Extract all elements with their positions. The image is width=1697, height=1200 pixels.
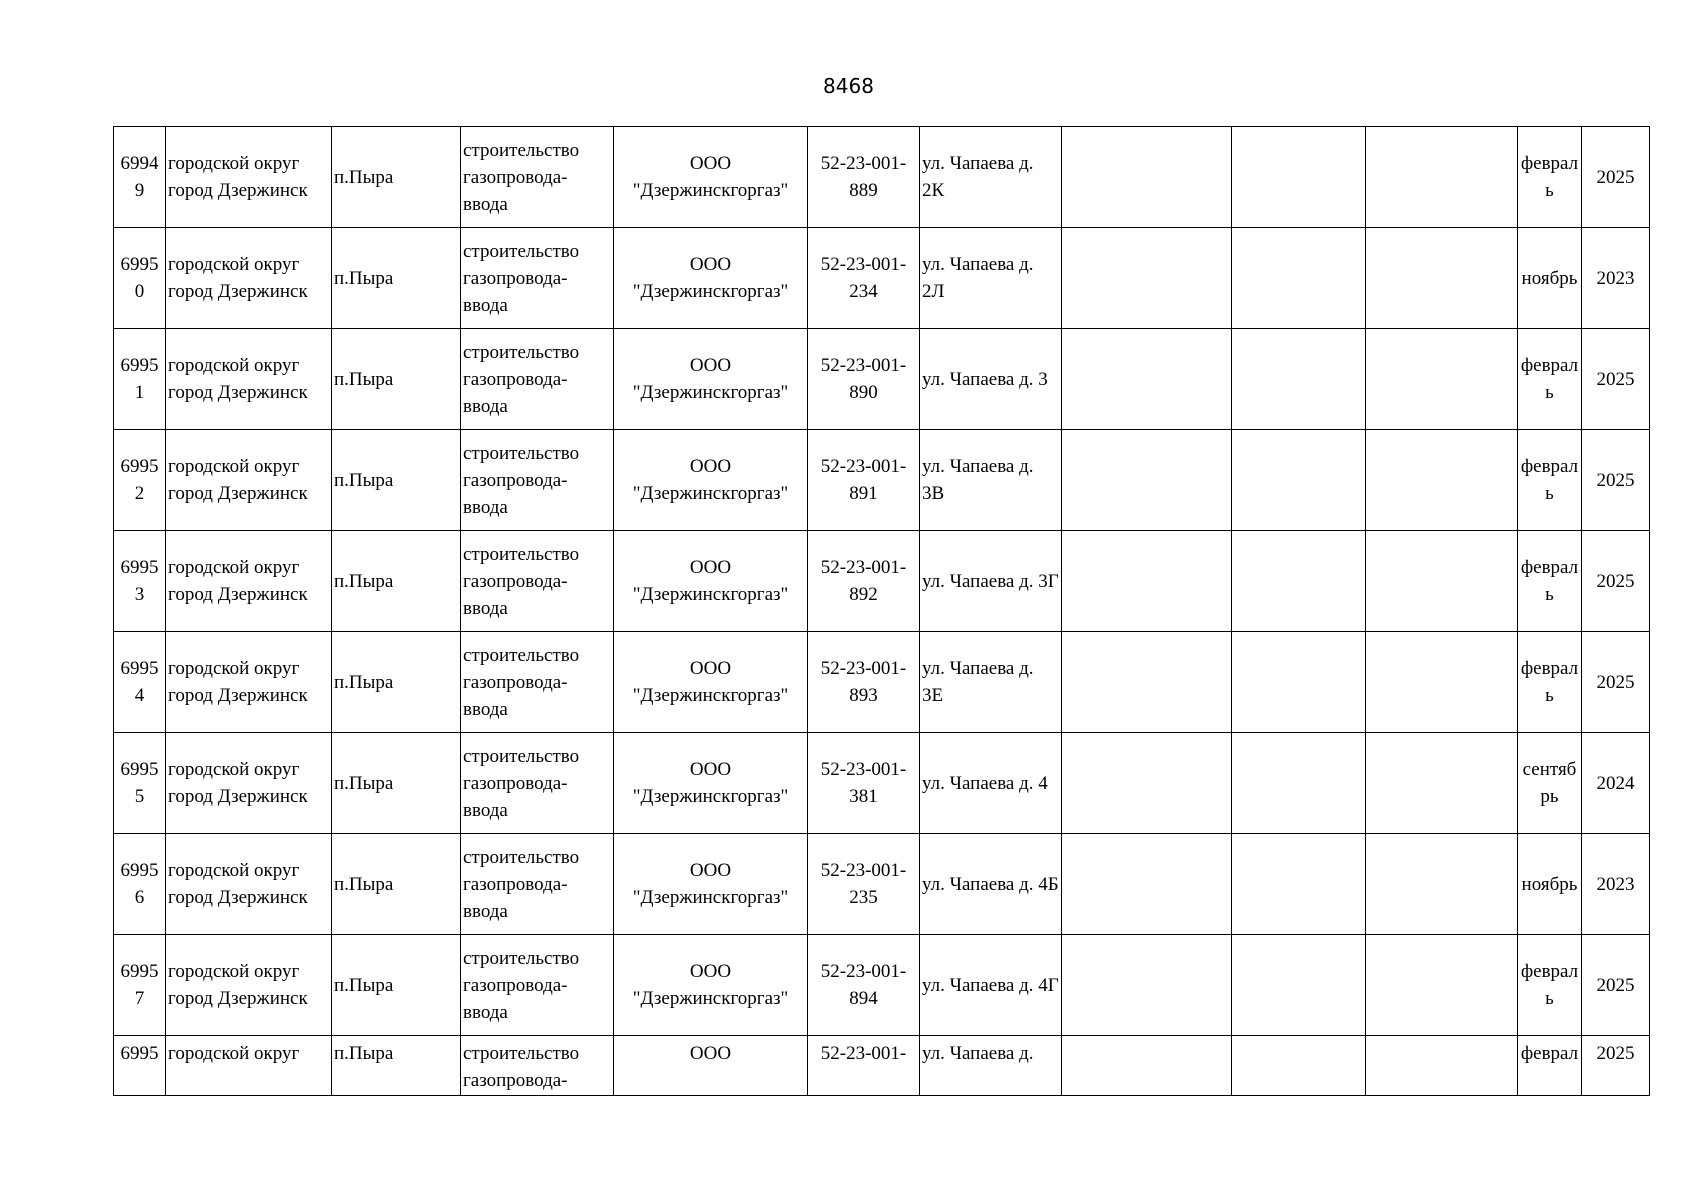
- object-code-cell: 52-23-001-235: [808, 834, 920, 935]
- empty-cell-cell: [1232, 430, 1366, 531]
- year-cell: 2025: [1582, 430, 1650, 531]
- address-cell: ул. Чапаева д. 3В: [920, 430, 1062, 531]
- empty-cell-cell: [1062, 228, 1232, 329]
- row-number-cell: 69951: [114, 329, 166, 430]
- table-row: [114, 127, 1650, 228]
- empty-cell-cell: [1232, 935, 1366, 1036]
- object-code-cell: 52-23-001-894: [808, 935, 920, 1036]
- address-cell: ул. Чапаева д. 3: [920, 329, 1062, 430]
- organization-cell: ООО "Дзержинскгоргаз": [614, 531, 808, 632]
- municipal-district-cell: городской округ город Дзержинск: [166, 834, 332, 935]
- table-row: [114, 228, 1650, 329]
- empty-cell-cell: [1366, 329, 1518, 430]
- empty-cell-cell: [1232, 834, 1366, 935]
- empty-cell-cell: [1062, 430, 1232, 531]
- empty-cell-cell: [1232, 733, 1366, 834]
- settlement-cell: п.Пыра: [332, 127, 461, 228]
- municipal-district-cell: городской округ город Дзержинск: [166, 430, 332, 531]
- empty-cell-cell: [1062, 127, 1232, 228]
- settlement-cell: п.Пыра: [332, 1036, 461, 1096]
- object-code-cell: 52-23-001-892: [808, 531, 920, 632]
- municipal-district-cell: городской округ: [166, 1036, 332, 1096]
- work-type-cell: строительство газопровода-ввода: [461, 733, 614, 834]
- table-row: [114, 834, 1650, 935]
- address-cell: ул. Чапаева д. 4Г: [920, 935, 1062, 1036]
- empty-cell-cell: [1232, 329, 1366, 430]
- table-row: [114, 430, 1650, 531]
- empty-cell-cell: [1062, 834, 1232, 935]
- empty-cell-cell: [1062, 733, 1232, 834]
- table-row: [114, 632, 1650, 733]
- row-number-cell: 6995: [114, 1036, 166, 1096]
- work-type-cell: строительство газопровода-: [461, 1036, 614, 1096]
- table-row: [114, 531, 1650, 632]
- organization-cell: ООО "Дзержинскгоргаз": [614, 834, 808, 935]
- organization-cell: ООО "Дзержинскгоргаз": [614, 632, 808, 733]
- empty-cell-cell: [1232, 632, 1366, 733]
- empty-cell-cell: [1232, 127, 1366, 228]
- settlement-cell: п.Пыра: [332, 228, 461, 329]
- work-type-cell: строительство газопровода-ввода: [461, 228, 614, 329]
- month-cell: февраль: [1518, 127, 1582, 228]
- settlement-cell: п.Пыра: [332, 329, 461, 430]
- month-cell: феврал: [1518, 1036, 1582, 1096]
- table-row: [114, 733, 1650, 834]
- address-cell: ул. Чапаева д. 2К: [920, 127, 1062, 228]
- settlement-cell: п.Пыра: [332, 834, 461, 935]
- empty-cell-cell: [1062, 531, 1232, 632]
- object-code-cell: 52-23-001-234: [808, 228, 920, 329]
- work-type-cell: строительство газопровода-ввода: [461, 834, 614, 935]
- work-type-cell: строительство газопровода-ввода: [461, 127, 614, 228]
- organization-cell: ООО "Дзержинскгоргаз": [614, 228, 808, 329]
- empty-cell-cell: [1232, 531, 1366, 632]
- object-code-cell: 52-23-001-893: [808, 632, 920, 733]
- row-number-cell: 69949: [114, 127, 166, 228]
- organization-cell: ООО "Дзержинскгоргаз": [614, 430, 808, 531]
- municipal-district-cell: городской округ город Дзержинск: [166, 127, 332, 228]
- organization-cell: ООО "Дзержинскгоргаз": [614, 935, 808, 1036]
- municipal-district-cell: городской округ город Дзержинск: [166, 632, 332, 733]
- work-type-cell: строительство газопровода-ввода: [461, 531, 614, 632]
- object-code-cell: 52-23-001-889: [808, 127, 920, 228]
- empty-cell-cell: [1366, 834, 1518, 935]
- empty-cell-cell: [1062, 1036, 1232, 1096]
- settlement-cell: п.Пыра: [332, 632, 461, 733]
- object-code-cell: 52-23-001-381: [808, 733, 920, 834]
- municipal-district-cell: городской округ город Дзержинск: [166, 531, 332, 632]
- municipal-district-cell: городской округ город Дзержинск: [166, 733, 332, 834]
- object-code-cell: 52-23-001-890: [808, 329, 920, 430]
- year-cell: 2025: [1582, 127, 1650, 228]
- month-cell: февраль: [1518, 632, 1582, 733]
- table-row: [114, 329, 1650, 430]
- row-number-cell: 69954: [114, 632, 166, 733]
- empty-cell-cell: [1366, 1036, 1518, 1096]
- empty-cell-cell: [1366, 228, 1518, 329]
- municipal-district-cell: городской округ город Дзержинск: [166, 228, 332, 329]
- organization-cell: ООО "Дзержинскгоргаз": [614, 733, 808, 834]
- year-cell: 2025: [1582, 632, 1650, 733]
- organization-cell: ООО: [614, 1036, 808, 1096]
- month-cell: февраль: [1518, 935, 1582, 1036]
- year-cell: 2024: [1582, 733, 1650, 834]
- work-type-cell: строительство газопровода-ввода: [461, 329, 614, 430]
- empty-cell-cell: [1062, 329, 1232, 430]
- month-cell: ноябрь: [1518, 834, 1582, 935]
- year-cell: 2023: [1582, 834, 1650, 935]
- object-code-cell: 52-23-001-: [808, 1036, 920, 1096]
- empty-cell-cell: [1366, 127, 1518, 228]
- organization-cell: ООО "Дзержинскгоргаз": [614, 127, 808, 228]
- month-cell: февраль: [1518, 329, 1582, 430]
- empty-cell-cell: [1366, 733, 1518, 834]
- empty-cell-cell: [1366, 632, 1518, 733]
- empty-cell-cell: [1062, 632, 1232, 733]
- year-cell: 2023: [1582, 228, 1650, 329]
- settlement-cell: п.Пыра: [332, 430, 461, 531]
- settlement-cell: п.Пыра: [332, 935, 461, 1036]
- empty-cell-cell: [1232, 228, 1366, 329]
- month-cell: февраль: [1518, 430, 1582, 531]
- row-number-cell: 69950: [114, 228, 166, 329]
- address-cell: ул. Чапаева д. 4: [920, 733, 1062, 834]
- settlement-cell: п.Пыра: [332, 733, 461, 834]
- month-cell: сентябрь: [1518, 733, 1582, 834]
- year-cell: 2025: [1582, 329, 1650, 430]
- month-cell: февраль: [1518, 531, 1582, 632]
- empty-cell-cell: [1366, 531, 1518, 632]
- address-cell: ул. Чапаева д. 3Е: [920, 632, 1062, 733]
- gas-pipeline-registry-table: [113, 126, 1650, 1096]
- empty-cell-cell: [1366, 935, 1518, 1036]
- table-row: [114, 935, 1650, 1036]
- empty-cell-cell: [1366, 430, 1518, 531]
- address-cell: ул. Чапаева д. 4Б: [920, 834, 1062, 935]
- year-cell: 2025: [1582, 935, 1650, 1036]
- address-cell: ул. Чапаева д.: [920, 1036, 1062, 1096]
- work-type-cell: строительство газопровода-ввода: [461, 935, 614, 1036]
- year-cell: 2025: [1582, 531, 1650, 632]
- row-number-cell: 69955: [114, 733, 166, 834]
- organization-cell: ООО "Дзержинскгоргаз": [614, 329, 808, 430]
- work-type-cell: строительство газопровода-ввода: [461, 632, 614, 733]
- work-type-cell: строительство газопровода-ввода: [461, 430, 614, 531]
- object-code-cell: 52-23-001-891: [808, 430, 920, 531]
- row-number-cell: 69956: [114, 834, 166, 935]
- address-cell: ул. Чапаева д. 2Л: [920, 228, 1062, 329]
- empty-cell-cell: [1232, 1036, 1366, 1096]
- month-cell: ноябрь: [1518, 228, 1582, 329]
- municipal-district-cell: городской округ город Дзержинск: [166, 935, 332, 1036]
- year-cell: 2025: [1582, 1036, 1650, 1096]
- address-cell: ул. Чапаева д. 3Г: [920, 531, 1062, 632]
- page-number: 8468: [823, 74, 874, 98]
- municipal-district-cell: городской округ город Дзержинск: [166, 329, 332, 430]
- row-number-cell: 69952: [114, 430, 166, 531]
- settlement-cell: п.Пыра: [332, 531, 461, 632]
- row-number-cell: 69957: [114, 935, 166, 1036]
- table-row: [114, 1036, 1650, 1096]
- row-number-cell: 69953: [114, 531, 166, 632]
- empty-cell-cell: [1062, 935, 1232, 1036]
